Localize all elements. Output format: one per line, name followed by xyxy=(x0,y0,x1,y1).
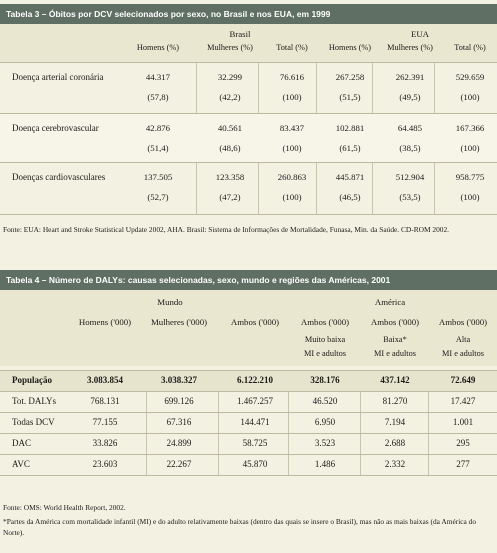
table4-cell-value: 768.131 xyxy=(90,396,120,406)
table4-cell-value: 437.142 xyxy=(380,375,410,385)
table3-cell-percent: (100) xyxy=(282,92,302,102)
table4-subheader-line2: MI e adultos xyxy=(442,349,484,358)
table4-column-header: Mulheres ('000) xyxy=(150,317,208,327)
table3-column-header: Mulheres (%) xyxy=(387,43,433,52)
table3-cell-percent: (100) xyxy=(460,192,480,202)
table3-cell-value: 42.876 xyxy=(145,123,171,133)
table3-column-header: Total (%) xyxy=(454,43,486,52)
table3-cell-percent: (52,7) xyxy=(147,192,169,202)
table4-cell-value: 33.826 xyxy=(92,438,118,448)
table3-cell-value: 83.437 xyxy=(279,123,305,133)
table4-cell-value: 46.520 xyxy=(312,396,338,406)
table4-subheader-line2: MI e adultos xyxy=(304,349,346,358)
table4-cell-value: 72.649 xyxy=(450,375,476,385)
table3-cell-percent: (100) xyxy=(282,143,302,153)
table3-column-header: Total (%) xyxy=(276,43,308,52)
table3-row-label: Doença cerebrovascular xyxy=(12,123,99,133)
table4-cell-value: 3.038.327 xyxy=(161,375,197,385)
table3-row-divider xyxy=(0,62,497,63)
table4-cell-value: 3.083.854 xyxy=(87,375,123,385)
table3-cell-percent: (49,5) xyxy=(399,92,421,102)
table4-row-divider xyxy=(0,370,497,371)
table4-cell-value: 328.176 xyxy=(310,375,340,385)
table3-cell-percent: (57,8) xyxy=(147,92,169,102)
table3-cell-value: 123.358 xyxy=(215,172,245,182)
table4-cell-value: 1.467.257 xyxy=(237,396,273,406)
table4-cell-value: 17.427 xyxy=(450,396,476,406)
table3-cell-percent: (47,2) xyxy=(219,192,241,202)
table3-cell-value: 40.561 xyxy=(217,123,243,133)
table4-source: Fonte: OMS: World Health Report, 2002. xyxy=(3,503,126,512)
table4-group-america: América xyxy=(374,297,406,307)
table3-source: Fonte: EUA: Heart and Stroke Statistical Update 2002, AHA. Brasil: Sistema de Informações de Mortalidade, Funasa, Min. da Saúde. CD-ROM 2002. xyxy=(3,225,450,234)
table3-cell-value: 445.871 xyxy=(335,172,365,182)
table3-cell-percent: (38,5) xyxy=(399,143,421,153)
table4-bottom-rule xyxy=(0,475,497,476)
table4-cell-value: 2.332 xyxy=(384,459,406,469)
table3-row-band xyxy=(0,113,497,162)
table4-subheader-line1: Alta xyxy=(455,335,471,344)
table4-column-header: Ambos ('000) xyxy=(370,317,420,327)
table4-title: Tabela 4 – Número de DALYs: causas selecionadas, sexo, mundo e regiões das Américas, 2001 xyxy=(0,270,497,290)
table4-cell-value: 144.471 xyxy=(240,417,270,427)
table4-column-header: Homens ('000) xyxy=(78,317,132,327)
table3-column-header: Homens (%) xyxy=(136,43,180,52)
table4-cell-value: 6.950 xyxy=(314,417,336,427)
table3-row-divider xyxy=(0,162,497,163)
table3-cell-value: 137.505 xyxy=(143,172,173,182)
table4-row-divider xyxy=(0,454,497,455)
table4-column-header: Ambos ('000) xyxy=(230,317,280,327)
table4-cell-value: 67.316 xyxy=(166,417,192,427)
table3-cell-value: 44.317 xyxy=(145,72,171,82)
table4-row-label: Tot. DALYs xyxy=(12,396,56,406)
table4-cell-value: 6.122.210 xyxy=(237,375,273,385)
table4-cell-value: 77.155 xyxy=(92,417,118,427)
table3-cell-percent: (48,6) xyxy=(219,143,241,153)
table3-cell-value: 102.881 xyxy=(335,123,365,133)
table3-cell-value: 512.904 xyxy=(395,172,425,182)
table4-cell-value: 2.688 xyxy=(384,438,406,448)
table4-cell-value: 295 xyxy=(456,438,470,448)
table3-group-eua: EUA xyxy=(410,29,430,39)
table4-column-header: Ambos ('000) xyxy=(300,317,350,327)
table3-cell-value: 267.258 xyxy=(335,72,365,82)
table4-row-label: População xyxy=(12,375,53,385)
table3-cell-percent: (42,2) xyxy=(219,92,241,102)
table4-footnote: *Partes da América com mortalidade infantil (MI) e do adulto relativamente baixas (dentro das quais se insere o Brasil), mas não as mais baixas (da América do Norte). xyxy=(3,517,477,537)
table3-title: Tabela 3 – Óbitos por DCV selecionados por sexo, no Brasil e nos EUA, em 1999 xyxy=(0,4,497,24)
table3-cell-percent: (51,5) xyxy=(339,92,361,102)
table4-row-divider xyxy=(0,412,497,413)
table3-cell-value: 32.299 xyxy=(217,72,243,82)
table3-cell-value: 958.775 xyxy=(455,172,485,182)
table3-group-brasil: Brasil xyxy=(229,29,251,39)
table4-row-label: AVC xyxy=(12,459,30,469)
table4-cell-value: 81.270 xyxy=(382,396,408,406)
table4-cell-value: 3.523 xyxy=(314,438,336,448)
table3-row-divider xyxy=(0,113,497,114)
table3-bottom-rule xyxy=(0,214,497,215)
table3-cell-percent: (53,5) xyxy=(399,192,421,202)
table4-row-divider xyxy=(0,391,497,392)
table4-row-label: DAC xyxy=(12,438,32,448)
table4-subheader-line1: Baixa* xyxy=(383,335,407,344)
table3-cell-percent: (100) xyxy=(282,192,302,202)
table3-row-label: Doença arterial coronária xyxy=(12,72,104,82)
table4-cell-value: 45.870 xyxy=(242,459,268,469)
table3-cell-value: 262.391 xyxy=(395,72,425,82)
table3-row-label: Doenças cardiovasculares xyxy=(12,172,106,182)
table4-cell-value: 1.486 xyxy=(314,459,336,469)
table4-group-mundo: Mundo xyxy=(157,297,183,307)
table3-cell-value: 529.659 xyxy=(455,72,485,82)
table4-cell-value: 1.001 xyxy=(452,417,474,427)
table3-cell-percent: (100) xyxy=(460,92,480,102)
table3-column-header: Mulheres (%) xyxy=(207,43,253,52)
table4-cell-value: 22.267 xyxy=(166,459,192,469)
table3-cell-value: 167.366 xyxy=(455,123,485,133)
table4-row-label: Todas DCV xyxy=(12,417,55,427)
table3-cell-percent: (61,5) xyxy=(339,143,361,153)
table4-column-header: Ambos ('000) xyxy=(438,317,488,327)
table4-cell-value: 24.899 xyxy=(166,438,192,448)
table3-cell-percent: (100) xyxy=(460,143,480,153)
table3-cell-value: 64.485 xyxy=(397,123,423,133)
table3-cell-value: 260.863 xyxy=(277,172,307,182)
table3-column-header: Homens (%) xyxy=(328,43,372,52)
table4-cell-value: 7.194 xyxy=(384,417,406,427)
table4-cell-value: 277 xyxy=(456,459,470,469)
table3-cell-value: 76.616 xyxy=(279,72,305,82)
table4-row-divider xyxy=(0,433,497,434)
table4-cell-value: 23.603 xyxy=(92,459,118,469)
table4-cell-value: 58.725 xyxy=(242,438,268,448)
table4-subheader-line1: Muito baixa xyxy=(304,335,346,344)
table3-cell-percent: (51,4) xyxy=(147,143,169,153)
table3-cell-percent: (46,5) xyxy=(339,192,361,202)
table4-cell-value: 699.126 xyxy=(164,396,194,406)
table4-subheader-line2: MI e adultos xyxy=(374,349,416,358)
